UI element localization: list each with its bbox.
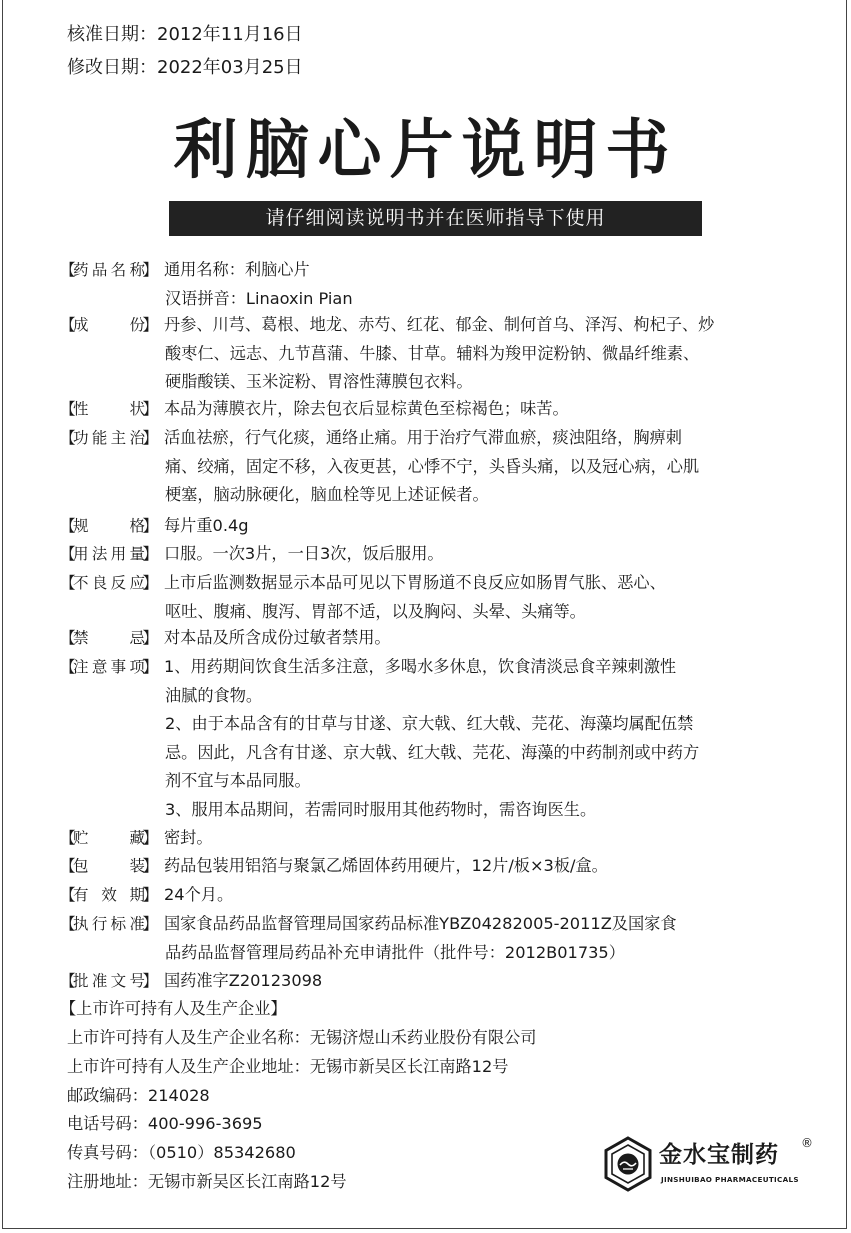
section-row-dosage [0, 540, 851, 568]
section-value-line: 2、由于本品含有的甘草与甘遂、京大戟、红大戟、芫花、海藻均属配伍禁 [165, 714, 694, 734]
section-row-indications [0, 481, 851, 509]
section-row-adverse-reactions [0, 569, 851, 597]
section-row-indications [0, 453, 851, 481]
section-row-package [0, 852, 851, 880]
section-label: 【 禁 忌 】 [60, 624, 158, 652]
section-label: 【 药 品 名 称 】 [60, 256, 158, 284]
section-value-line: 汉语拼音：Linaoxin Pian [165, 288, 353, 308]
section-value-line: 硬脂酸镁、玉米淀粉、胃溶性薄膜包衣料。 [165, 372, 473, 392]
section-row-storage [0, 824, 851, 852]
section-value-line: 国家食品药品监督管理局国家药品标准YBZ04282005-2011Z及国家食 [164, 914, 677, 933]
section-label: 【 成 份 】 [60, 311, 158, 339]
section-value-line: 口服。一次3片，一日3次，饭后服用。 [164, 544, 444, 563]
section-value-line: 丹参、川芎、葛根、地龙、赤芍、红花、郁金、制何首乌、泽泻、枸杞子、炒 [164, 315, 715, 334]
section-label-text: 成 份 [73, 316, 145, 334]
document-title: 利脑心片说明书 [173, 114, 678, 188]
section-value-line: 3、服用本品期间，若需同时服用其他药物时，需咨询医生。 [165, 800, 597, 819]
section-label: 【 不 良 反 应 】 [60, 569, 158, 597]
section-value-line: 活血祛瘀，行气化痰，通络止痛。用于治疗气滞血瘀，痰浊阻络，胸痹刺 [164, 428, 682, 447]
manufacturer-address: 上市许可持有人及生产企业地址：无锡市新吴区长江南路12号 [67, 1057, 509, 1076]
section-row-character [0, 395, 851, 423]
section-value-line: 剂不宜与本品同服。 [165, 771, 311, 791]
section-row-approval-number [0, 967, 851, 995]
section-row-indications [0, 424, 851, 452]
section-value-line: 痛、绞痛，固定不移，入夜更甚，心悸不宁，头昏头痛，以及冠心病，心肌 [165, 456, 700, 476]
section-value-line: 对本品及所含成份过敏者禁用。 [164, 628, 391, 647]
section-label: 【 性 状 】 [60, 395, 158, 423]
section-value-line: 密封。 [164, 828, 213, 847]
section-label-text: 禁 忌 [73, 629, 145, 647]
section-label-text: 性 状 [73, 400, 145, 418]
section-row-standard [0, 939, 851, 967]
section-row-adverse-reactions [0, 598, 851, 626]
approval-date: 核准日期：2012年11月16日 [67, 24, 303, 45]
section-value-line: 国药准字Z20123098 [164, 971, 323, 990]
section-row-drug-name [0, 256, 851, 284]
phone-number: 电话号码：400-996-3695 [67, 1114, 263, 1133]
brand-english-name: JINSHUIBAO PHARMACEUTICALS [661, 1175, 799, 1184]
section-label-text: 批 准 文 号 [73, 972, 145, 990]
section-label-text: 有 效 期 [73, 886, 145, 904]
section-label: 【 执 行 标 准 】 [60, 910, 158, 938]
section-value-line: 上市后监测数据显示本品可见以下胃肠道不良反应如肠胃气胀、恶心、 [164, 573, 666, 592]
section-value-line: 本品为薄膜衣片，除去包衣后显棕黄色至棕褐色；味苦。 [164, 399, 569, 418]
section-label-text: 规 格 [73, 517, 145, 535]
section-label: 【 功 能 主 治 】 [60, 424, 158, 452]
brand-logo [603, 1136, 823, 1196]
section-row-ingredients [0, 311, 851, 339]
section-label-text: 功 能 主 治 [73, 429, 145, 447]
section-row-validity [0, 881, 851, 909]
section-row-precautions [0, 682, 851, 710]
instruction-banner: 请仔细阅读说明书并在医师指导下使用 [169, 201, 702, 236]
section-row-precautions [0, 739, 851, 767]
section-value-line: 忌。因此，凡含有甘遂、京大戟、红大戟、芫花、海藻的中药制剂或中药方 [165, 742, 700, 762]
section-value-line: 每片重0.4g [164, 516, 249, 535]
section-row-specification [0, 512, 851, 540]
section-value-line: 油腻的食物。 [165, 685, 263, 705]
section-row-precautions [0, 710, 851, 738]
section-label-text: 执 行 标 准 [73, 915, 145, 933]
section-label-text: 包 装 [73, 857, 145, 875]
section-row-precautions [0, 767, 851, 795]
revision-date: 修改日期：2022年03月25日 [67, 57, 303, 78]
section-value-line: 24个月。 [164, 885, 234, 904]
section-row-contraindications [0, 624, 851, 652]
section-value-line: 1、用药期间饮食生活多注意，多喝水多休息，饮食清淡忌食辛辣刺激性 [164, 657, 677, 676]
section-value-line: 酸枣仁、远志、九节菖蒲、牛膝、甘草。辅料为羧甲淀粉钠、微晶纤维素、 [165, 343, 700, 363]
section-label: 【 用 法 用 量 】 [60, 540, 158, 568]
section-value-line: 梗塞，脑动脉硬化，脑血栓等见上述证候者。 [165, 485, 489, 505]
section-label-text: 注 意 事 项 [73, 658, 145, 676]
registered-address: 注册地址：无锡市新吴区长江南路12号 [67, 1172, 347, 1191]
section-value-line: 呕吐、腹痛、腹泻、胃部不适，以及胸闷、头晕、头痛等。 [165, 601, 586, 621]
section-label: 【 规 格 】 [60, 512, 158, 540]
section-value-line: 通用名称：利脑心片 [164, 260, 310, 279]
section-label-text: 不 良 反 应 [73, 574, 145, 592]
section-row-ingredients [0, 368, 851, 396]
postal-code: 邮政编码：214028 [67, 1086, 210, 1105]
section-label: 【 贮 藏 】 [60, 824, 158, 852]
registered-mark: ® [801, 1136, 813, 1150]
section-label-text: 药 品 名 称 [73, 261, 145, 279]
section-label-text: 贮 藏 [73, 829, 145, 847]
section-row-drug-name [0, 285, 851, 313]
brand-name: 金水宝制药 [659, 1142, 779, 1168]
section-label: 【 包 装 】 [60, 852, 158, 880]
manufacturer-header: 【上市许可持有人及生产企业】 [60, 999, 287, 1018]
section-label: 【 注 意 事 项 】 [60, 653, 158, 681]
section-label-text: 用 法 用 量 [73, 545, 145, 563]
section-value-line: 药品包装用铝箔与聚氯乙烯固体药用硬片，12片/板×3板/盒。 [164, 856, 608, 875]
section-label: 【 批 准 文 号 】 [60, 967, 158, 995]
section-label: 【 有 效 期 】 [60, 881, 158, 909]
fax-number: 传真号码：（0510）85342680 [67, 1143, 296, 1162]
section-row-ingredients [0, 340, 851, 368]
manufacturer-name: 上市许可持有人及生产企业名称：无锡济煜山禾药业股份有限公司 [67, 1028, 537, 1047]
section-row-standard [0, 910, 851, 938]
hexagon-brand-icon [603, 1136, 653, 1192]
section-row-precautions [0, 796, 851, 824]
section-value-line: 品药品监督管理局药品补充申请批件（批件号：2012B01735） [165, 942, 625, 962]
section-row-precautions [0, 653, 851, 681]
